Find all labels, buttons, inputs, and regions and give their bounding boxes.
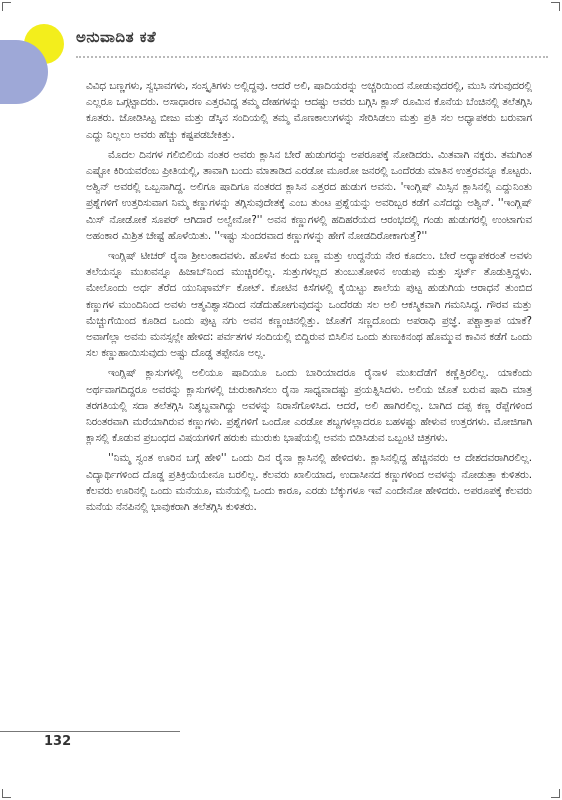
story-body — [86, 78, 532, 519]
crop-mark-top-right — [551, 2, 560, 11]
header-dotted-rule — [76, 56, 548, 58]
paragraph-3: ಇಂಗ್ಲಿಷ್ ಟೀಚರ್ ರೈನಾ ಶ್ರೀಲಂಕಾದವಳು. ಹೊಳೆವ ಕಂದು ಬಣ್ಣ ಮತ್ತು ಉದ್ದನೆಯ ನೇರ ಕೂದಲು. ಬೇರೆ ಅಧ್ಯಾಪಕರಂತೆ ಅವಳು ತಲೆಯನ್ನೂ ಮುಖವನ್ನೂ ಹಿಜಾಬ್‌ನಿಂದ ಮುಚ್ಚಿರಲಿಲ್ಲ. ಸುತ್ತುಗಳಲ್ಲದ ತುಂಬುತೋಳಿನ ಉಡುಪು ಮತ್ತು ಸ್ಕರ್ಟ್ ತೊಡುತ್ತಿದ್ದಳು. ಮೇಲೊಂದು ಅರ್ಧ ತೆರೆದ ಯುನಿಫಾರ್ಮ್ ಕೋಟ್. ಕೋಟಿನ ಕಿಸೆಗಳಲ್ಲಿ ಕೈಯಿಟ್ಟು ಶಾಲೆಯ ಪುಟ್ಟ ಹುಡುಗಿಯ ಆರಾಧನೆ ತುಂಬಿದ ಕಣ್ಣುಗಳ ಮುಂದಿನಿಂದ ಅವಳು ಆತ್ಮವಿಶ್ವಾಸದಿಂದ ನಡೆದುಹೋಗುವುದನ್ನು ಒಂದೆರಡು ಸಲ ಅಲಿ ಆಕಸ್ಮಿಕವಾಗಿ ಗಮನಿಸಿದ್ದ. ಗೌರವ ಮತ್ತು ಮೆಚ್ಚುಗೆಯಿಂದ ಕೂಡಿದ ಒಂದು ಪುಟ್ಟ ನಗು ಅವನ ಕಣ್ಣಂಚಿನಲ್ಲಿತ್ತು. ಜೊತೆಗೆ ಸಣ್ಣದೊಂದು ಅಪರಾಧಿ ಪ್ರಜ್ಞೆ. ಪಶ್ಚಾತ್ತಾಪ ಯಾಕೆ? ಅವಾಗೆಲ್ಲಾ ಅವನು ಮನಸ್ಸಲ್ಲೇ ಹೇಳಿದ: ಪರ್ವತಗಳ ಸಂದಿಯಲ್ಲಿ ಬಿದ್ದಿರುವ ಬಿಸಿಲಿನ ಒಂದು ತುಣುಕಿನಂಥ ಹೊಮ್ಮುವ ಕಾವಿನ ಕಡೆಗೆ ಒಂದು ಸಲ ಕಣ್ಣುಹಾಯಿಸುವುದು ಅಷ್ಟು ದೊಡ್ಡ ತಪ್ಪೇನೂ ಅಲ್ಲ. — [86, 250, 532, 360]
paragraph-4: ಇಂಗ್ಲಿಷ್ ಕ್ಲಾಸುಗಳಲ್ಲಿ ಅಲಿಯೂ ಷಾದಿಯೂ ಒಂದು ಬಾರಿಯಾದರೂ ರೈನಾಳ ಮುಖದೆಡೆಗೆ ಕಣ್ಣೆತ್ತಿರಲಿಲ್ಲ. ಯಾಕೆಂದು ಅರ್ಥವಾಗದಿದ್ದರೂ ಅವರನ್ನು ಕ್ಲಾಸುಗಳಲ್ಲಿ ಚುರುಕಾಗಿಸಲು ರೈನಾ ಸಾಧ್ಯವಾದಷ್ಟು ಪ್ರಯತ್ನಿಸಿದಳು. ಅಲಿಯ ಜೊತೆ ಬರುವ ಷಾದಿ ಮಾತ್ರ ತರಗತಿಯಲ್ಲಿ ಸದಾ ತಲೆತಗ್ಗಿಸಿ ನಿಶ್ಶಬ್ದವಾಗಿದ್ದು ಅವಳನ್ನು ನಿರಾಸೆಗೊಳಿಸಿದ. ಆದರೆ, ಅಲಿ ಹಾಗಿರಲಿಲ್ಲ. ಬಾಗಿದ ದಪ್ಪ ಕಣ್ಣ ರೆಪ್ಪೆಗಳಿಂದ ನಿರಂತರವಾಗಿ ಮರೆಯಾಗಿರುವ ಕಣ್ಣುಗಳು. ಪ್ರಶ್ನೆಗಳಿಗೆ ಒಂದೋ ಎರಡೋ ಶಬ್ದಗಳಲ್ಲಾದರೂ ಬಹಳಷ್ಟು ಹೇಳುವ ಉತ್ತರಗಳು. ಮೋಜಿಗಾಗಿ ಕ್ಲಾಸಲ್ಲಿ ಕೊಡುವ ಪ್ರಬಂಧದ ವಿಷಯಗಳಿಗೆ ಹರುಕು ಮುರುಕು ಭಾಷೆಯಲ್ಲಿ ಅವನು ಬಿಡಿಸಿಡುವ ಒಬ್ಬಂಟಿ ಚಿತ್ರಗಳು. — [86, 367, 532, 445]
crop-mark-bottom-left — [2, 789, 11, 798]
paragraph-1: ವಿವಿಧ ಬಣ್ಣಗಳು, ಸ್ವಭಾವಗಳು, ಸಂಸ್ಕೃತಿಗಳು ಅಲ್ಲಿದ್ದವು. ಆದರೆ ಅಲಿ, ಷಾದಿಯರನ್ನು ಅಚ್ಚರಿಯಿಂದ ನೋಡುವುದರಲ್ಲಿ, ಮುಸಿ ನಗುವುದರಲ್ಲಿ ಎಲ್ಲರೂ ಒಗ್ಗಟ್ಟಾದರು. ಅಸಾಧಾರಣ ಎತ್ತರವಿದ್ದ ತಮ್ಮ ದೇಹಗಳನ್ನು ಆದಷ್ಟು ಅವರು ಬಗ್ಗಿಸಿ ಕ್ಲಾಸ್ ರೂಮಿನ ಕೊನೆಯ ಬೆಂಚಿನಲ್ಲಿ ತಲೆತಗ್ಗಿಸಿ ಕೂತರು. ಜೋಡಿಸಿಟ್ಟ ಬೀಜು ಮತ್ತು ಡೆಸ್ಕಿನ ಸಂದಿಯಲ್ಲಿ ತಮ್ಮ ಮೊಣಕಾಲುಗಳನ್ನು ಸೇರಿಸಿಡಲು ಮತ್ತು ಪ್ರತಿ ಸಲ ಅಧ್ಯಾಪಕರು ಬರುವಾಗ ಎದ್ದು ನಿಲ್ಲಲು ಅವರು ಹೆಚ್ಚು ಕಷ್ಟಪಡಬೇಕಿತ್ತು. — [86, 80, 532, 141]
paragraph-5: ''ನಿಮ್ಮ ಸ್ವಂತ ಊರಿನ ಬಗ್ಗೆ ಹೇಳಿ'' ಒಂದು ದಿನ ರೈನಾ ಕ್ಲಾಸಿನಲ್ಲಿ ಹೇಳಿದಳು. ಕ್ಲಾಸಿನಲ್ಲಿದ್ದ ಹೆಚ್ಚಿನವರು ಆ ದೇಶದವರಾಗಿರಲಿಲ್ಲ. ವಿದ್ಯಾರ್ಥಿಗಳಿಂದ ದೊಡ್ಡ ಪ್ರತಿಕ್ರಿಯೆಯೇನೂ ಬರಲಿಲ್ಲ. ಕೆಲವರು ಖಾಲಿಯಾದ, ಉದಾಸೀನದ ಕಣ್ಣುಗಳಿಂದ ಅವಳನ್ನು ನೋಡುತ್ತಾ ಕುಳಿತರು. ಕೆಲವರು ಊರಿನಲ್ಲಿ ಒಂದು ಮನೆಯೂ, ಮನೆಯಲ್ಲಿ ಒಂದು ಕಾರೂ, ಎರಡು ಬೆಕ್ಕುಗಳೂ ಇವೆ ಎಂದೇನೋ ಹೇಳಿದರು. ಅಪರೂಪಕ್ಕೆ ಕೆಲವರು ಮನೆಯ ನೆನಪಿನಲ್ಲಿ ಭಾವುಕರಾಗಿ ತಲೆತಗ್ಗಿಸಿ ಕುಳಿತರು. — [86, 452, 532, 514]
crop-mark-top-left — [2, 2, 11, 11]
crop-mark-bottom-right — [551, 789, 560, 798]
paragraph-2: ಮೊದಲ ದಿನಗಳ ಗಲಿಬಿಲಿಯ ನಂತರ ಅವರು ಕ್ಲಾಸಿನ ಬೇರೆ ಹುಡುಗರನ್ನು ಅಪರೂಪಕ್ಕೆ ನೋಡಿದರು. ಮಿತವಾಗಿ ನಕ್ಕರು. ತಮಗಿಂತ ಎಷ್ಟೋ ಕಿರಿಯವರೆಂಬ ಪ್ರೀತಿಯಲ್ಲಿ, ತಾವಾಗಿ ಬಂದು ಮಾತಾಡಿದ ಎರಡೋ ಮೂರೋ ಜನರಲ್ಲಿ ಒಂದೆರಡು ಮಾತಿನ ಉತ್ತರವನ್ನೂ ಕೊಟ್ಟರು. ಅಶ್ವಿನ್ ಅವರಲ್ಲಿ ಒಬ್ಬನಾಗಿದ್ದ. ಅಲಿಗೂ ಷಾದಿಗೂ ನಂತರದ ಕ್ಲಾಸಿನ ಎತ್ತರದ ಹುಡುಗ ಅವನು. 'ಇಂಗ್ಲಿಷ್ ಮಿಸ್ಸಿನ ಕ್ಲಾಸಿನಲ್ಲಿ ಎದ್ದುನಿಂತು ಪ್ರಶ್ನೆಗಳಿಗೆ ಉತ್ತರಿಸುವಾಗ ನಿಮ್ಮ ಕಣ್ಣುಗಳನ್ನು ತಗ್ಗಿಸುವುದೇತಕ್ಕೆ ಎಂಬ ತುಂಟ ಪ್ರಶ್ನೆಯನ್ನು ಅವರಿಬ್ಬರ ಕಡೆಗೆ ಎಸೆದದ್ದು ಅಶ್ವಿನ್. ''ಇಂಗ್ಲಿಷ್ ಮಿಸ್ ನೋಡೋಕೆ ಸೂಪರ್ ಆಗಿದಾರೆ ಅಲ್ವೇನೋ?'' ಅವನ ಕಣ್ಣುಗಳಲ್ಲಿ ಹದಿಹರೆಯದ ಆರಂಭದಲ್ಲಿ ಗಂಡು ಹುಡುಗರಲ್ಲಿ ಉಂಟಾಗುವ ಅಹಂಕಾರ ಮಿಶ್ರಿತ ಚೇಷ್ಟೆ ಹೊಳೆಯಿತು. ''ಇಷ್ಟು ಸುಂದರವಾದ ಕಣ್ಣುಗಳನ್ನು ಹೇಗೆ ನೋಡದಿರೋಕಾಗುತ್ತೆ?'' — [86, 148, 532, 242]
page-number: 132 — [44, 734, 72, 749]
chapter-title: ಅನುವಾದಿತ ಕತೆ — [76, 28, 157, 46]
footer-rule — [0, 731, 180, 732]
